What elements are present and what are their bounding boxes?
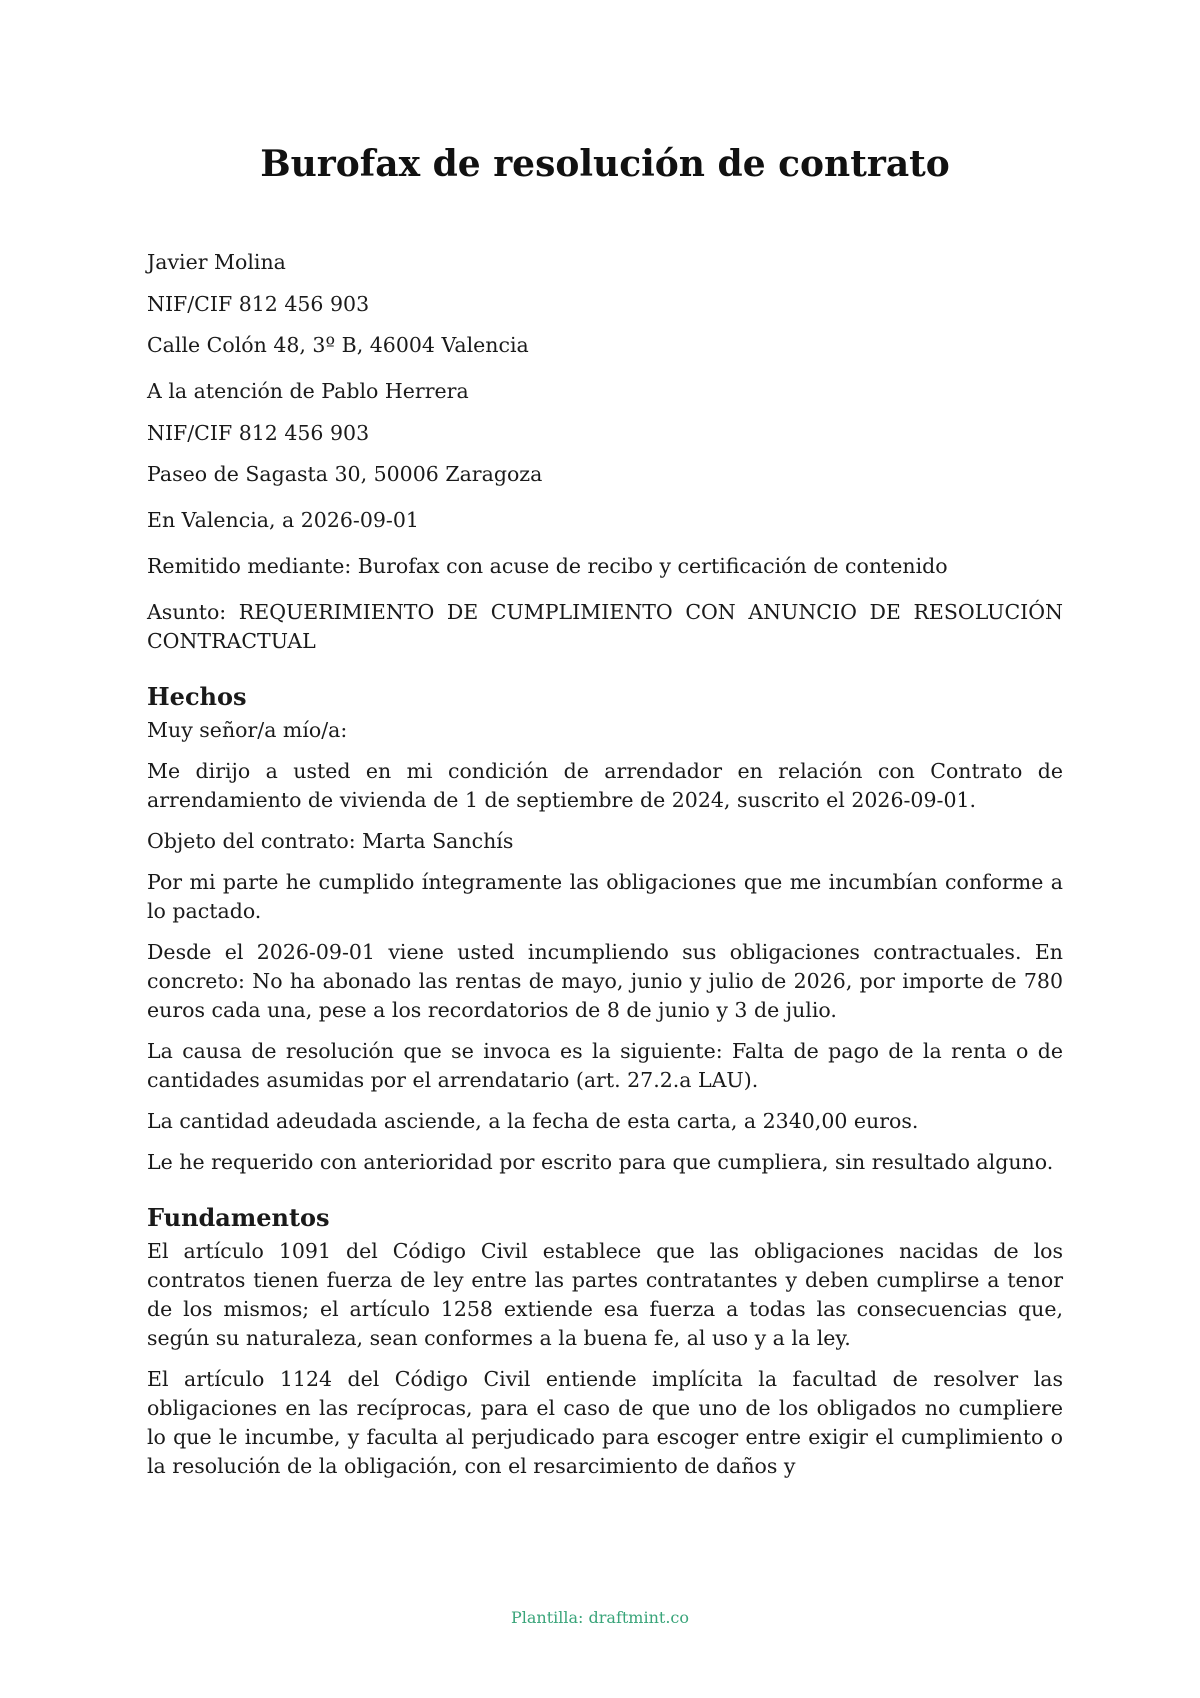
sent-via-block — [147, 552, 1063, 581]
sent-via: Remitido mediante: Burofax con acuse de recibo y certificación de contenido — [147, 554, 948, 578]
hechos-paragraph: Objeto del contrato: Marta Sanchís — [147, 829, 514, 853]
recipient-nif: NIF/CIF 812 456 903 — [147, 420, 370, 445]
place-date: En Valencia, a 2026-09-01 — [147, 508, 419, 532]
sender-nif: NIF/CIF 812 456 903 — [147, 291, 370, 316]
subject-line: Asunto: REQUERIMIENTO DE CUMPLIMIENTO CON ANUNCIO DE RESOLUCIÓN CONTRACTUAL — [147, 600, 1063, 653]
section-heading-fundamentos: Fundamentos — [147, 1203, 330, 1232]
fundamentos-paragraph: El artículo 1091 del Código Civil establece que las obligaciones nacidas de los contratos tienen fuerza de ley entre las partes contratantes y deben cumplirse a tenor de los mismos; el artículo 1258 extiende esa fuerza a todas las consecuencias que, según su naturaleza, sean conformes a la buena fe, al uso y a la ley. — [147, 1239, 1063, 1350]
recipient-address: Paseo de Sagasta 30, 50006 Zaragoza — [147, 462, 543, 486]
sender-address: Calle Colón 48, 3º B, 46004 Valencia — [147, 333, 529, 357]
recipient-attention: A la atención de Pablo Herrera — [147, 379, 469, 403]
hechos-paragraph: Por mi parte he cumplido íntegramente las obligaciones que me incumbían conforme a lo pactado. — [147, 870, 1063, 923]
hechos-paragraph: Muy señor/a mío/a: — [147, 718, 348, 742]
document-title: Burofax de resolución de contrato — [260, 143, 950, 185]
section-heading-hechos: Hechos — [147, 682, 247, 711]
hechos-paragraph: Desde el 2026-09-01 viene usted incumpliendo sus obligaciones contractuales. En concreto: No ha abonado las rentas de mayo, junio y julio de 2026, por importe de 780 euros cada una, pese a los recordatorios de 8 de junio y 3 de julio. — [147, 940, 1063, 1022]
sender-name: Javier Molina — [147, 250, 286, 274]
place-date-block — [147, 506, 1063, 535]
hechos-paragraph: La causa de resolución que se invoca es la siguiente: Falta de pago de la renta o de cantidades asumidas por el arrendatario (art. 27.2.a LAU). — [147, 1039, 1063, 1092]
hechos-paragraph: Me dirijo a usted en mi condición de arrendador en relación con Contrato de arrendamiento de vivienda de 1 de septiembre de 2024, suscrito el 2026-09-01. — [147, 759, 1063, 812]
recipient-block — [147, 377, 1063, 489]
fundamentos-paragraph: El artículo 1124 del Código Civil entiende implícita la facultad de resolver las obligaciones en las recíprocas, para el caso de que uno de los obligados no cumpliere lo que le incumbe, y faculta al perjudicado para escoger entre exigir el cumplimiento o la resolución de la obligación, con el resarcimiento de daños y — [147, 1367, 1063, 1478]
hechos-paragraph: La cantidad adeudada asciende, a la fecha de esta carta, a 2340,00 euros. — [147, 1109, 919, 1133]
hechos-paragraph: Le he requerido con anterioridad por escrito para que cumpliera, sin resultado alguno. — [147, 1150, 1054, 1174]
letter-body — [147, 248, 1063, 1493]
template-footer: Plantilla: draftmint.co — [510, 1608, 689, 1627]
sender-block — [147, 248, 1063, 360]
